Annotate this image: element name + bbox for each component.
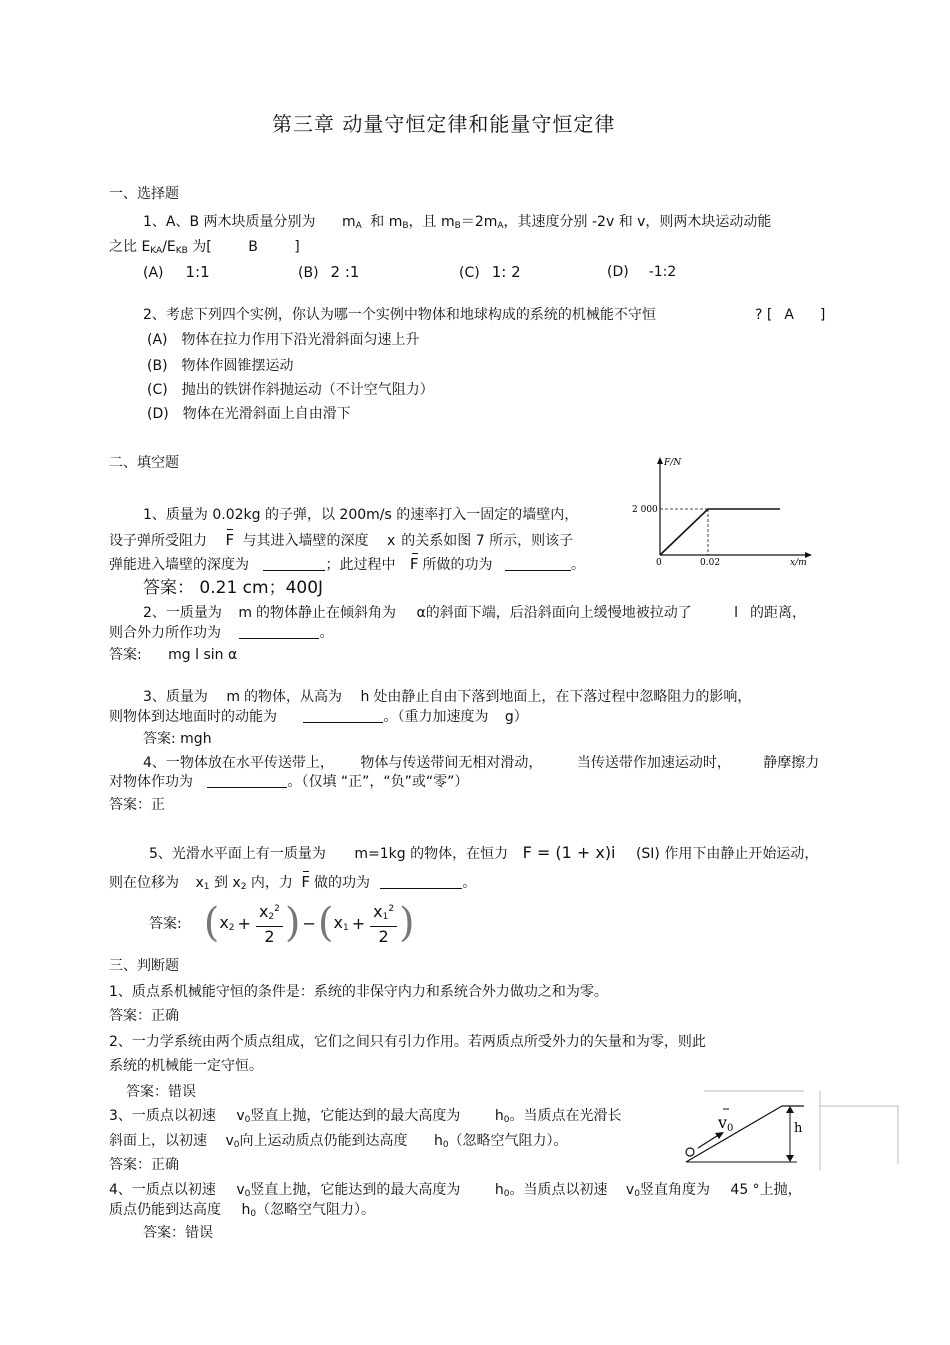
text: 3、质量为 bbox=[143, 689, 208, 705]
judge-q3-answer: 答案：正确 bbox=[109, 1157, 179, 1173]
text: l bbox=[734, 605, 739, 621]
choice-q2-answer: A bbox=[784, 307, 794, 323]
v: v bbox=[718, 1113, 728, 1132]
v0-label bbox=[717, 1113, 733, 1134]
text: 竖直上抛，它能达到的最大高度为 bbox=[250, 1108, 461, 1124]
sub: B bbox=[402, 221, 409, 231]
text: x bbox=[373, 901, 383, 921]
label: 答案: bbox=[109, 647, 142, 663]
judge-q2-line2: 系统的机械能一定守恒。 bbox=[109, 1058, 263, 1074]
force-symbol: F bbox=[301, 873, 310, 891]
text: 。（仅填 “正”，“负”或“零”） bbox=[287, 774, 469, 790]
text: h bbox=[433, 1133, 443, 1149]
choice-q2-stem: 2、考虑下列四个实例，你认为哪一个实例中物体和地球构成的系统的机械能不守恒 bbox=[143, 307, 656, 323]
value: 物体在光滑斜面上自由滑下 bbox=[182, 406, 351, 422]
text: ；此过程中 bbox=[325, 557, 396, 573]
text: m bbox=[388, 214, 403, 230]
text: 4、一质点以初速 bbox=[109, 1182, 216, 1198]
text: ，且 m bbox=[408, 214, 455, 230]
text: α bbox=[416, 605, 426, 621]
text: x bbox=[195, 875, 204, 891]
text: 竖直角度为 bbox=[639, 1182, 710, 1198]
choice-q1-opt-c bbox=[459, 263, 521, 282]
numerator bbox=[256, 900, 283, 927]
particle bbox=[686, 1148, 694, 1156]
text: ＝2m bbox=[460, 214, 498, 230]
value: 抛出的铁饼作斜抛运动（不计空气阻力） bbox=[181, 382, 434, 398]
sub: 1 bbox=[342, 923, 349, 933]
choice-q1-line2 bbox=[109, 238, 300, 260]
sup: 2 bbox=[274, 903, 280, 914]
text: x bbox=[387, 533, 396, 549]
sub: 0 bbox=[233, 1140, 240, 1150]
denominator: 2 bbox=[264, 926, 275, 946]
text: h bbox=[241, 1202, 251, 1218]
text: 静摩擦力 bbox=[763, 755, 820, 771]
fill-q3-answer: 答案: mgh bbox=[143, 731, 212, 747]
text: 2、一质量为 bbox=[143, 605, 222, 621]
height-arrow-down bbox=[786, 1155, 794, 1162]
choice-q2-opt-c bbox=[147, 381, 434, 399]
y-axis-arrow bbox=[657, 457, 663, 464]
force-curve bbox=[660, 509, 780, 555]
blank bbox=[207, 787, 287, 788]
sub: 1 bbox=[203, 882, 210, 892]
fill-q2-line2 bbox=[109, 624, 333, 642]
choice-q1-opt-b bbox=[298, 263, 359, 282]
text: v bbox=[625, 1182, 635, 1198]
label: (C) bbox=[459, 265, 480, 281]
judge-q1: 1、质点系机械能守恒的条件是：系统的非保守内力和系统合外力做功之和为零。 bbox=[109, 984, 608, 1000]
sub: 0 bbox=[250, 1209, 257, 1219]
text: v bbox=[225, 1133, 234, 1149]
value: 1:1 bbox=[185, 263, 210, 281]
sub: 2 bbox=[228, 923, 235, 933]
sup: 2 bbox=[388, 903, 395, 914]
section-heading-fill: 二、填空题 bbox=[109, 455, 179, 471]
force-symbol: F bbox=[225, 531, 235, 549]
sub: 2 bbox=[240, 882, 247, 892]
text: 为[ bbox=[192, 239, 212, 255]
paren: ( bbox=[317, 900, 334, 946]
text: 处由静止自由下落到地面上，在下落过程中忽略阻力的影响， bbox=[373, 689, 752, 705]
blank bbox=[239, 638, 319, 639]
op: + bbox=[351, 913, 366, 933]
text: 。 bbox=[571, 557, 585, 573]
text: v bbox=[236, 1108, 245, 1124]
judge-q1-answer: 答案：正确 bbox=[109, 1008, 179, 1024]
fill-q4-line1 bbox=[143, 754, 819, 772]
text: 。 bbox=[462, 875, 477, 891]
choice-q2-opt-a bbox=[147, 331, 420, 349]
denominator: 2 bbox=[378, 926, 389, 946]
sub: A bbox=[355, 221, 362, 231]
force-formula: F = (1 + x)i bbox=[522, 843, 616, 862]
velocity-arrow bbox=[698, 1134, 720, 1148]
choice-q2-opt-b bbox=[147, 357, 294, 375]
fill-q5-line1 bbox=[149, 844, 818, 863]
judge-q4-answer: 答案：错误 bbox=[143, 1225, 213, 1241]
sub: 0 bbox=[244, 1189, 251, 1199]
value: mg l sin α bbox=[168, 647, 238, 663]
text: 。（重力加速度为 bbox=[383, 709, 489, 725]
text: h bbox=[494, 1108, 504, 1124]
text: x bbox=[219, 913, 229, 932]
fill-q1-line1: 1、质量为 0.02kg 的子弹，以 200m/s 的速率打入一固定的墙壁内， bbox=[143, 507, 579, 523]
judge-q3-line1 bbox=[109, 1107, 621, 1129]
blank bbox=[380, 888, 462, 889]
fill-q4-answer: 答案：正 bbox=[109, 797, 165, 813]
section-heading-choice: 一、选择题 bbox=[109, 186, 179, 202]
force-symbol: F bbox=[409, 555, 419, 573]
text: 4、一物体放在水平传送带上， bbox=[143, 755, 334, 771]
label: (C) bbox=[147, 382, 168, 398]
sub: 0 bbox=[442, 1140, 449, 1150]
text: x bbox=[333, 913, 343, 932]
text: 向上运动质点仍能到达高度 bbox=[239, 1133, 408, 1149]
label: (D) bbox=[147, 406, 169, 422]
choice-q1-line1 bbox=[143, 213, 771, 235]
text: 内，力 bbox=[250, 875, 293, 891]
text: 的斜面下端，后沿斜面向上缓慢地被拉动了 bbox=[425, 605, 692, 621]
v-sub: 0 bbox=[727, 1123, 734, 1134]
page-title: 第三章 动量守恒定律和能量守恒定律 bbox=[272, 112, 616, 136]
text: 当传送带作加速运动时， bbox=[576, 755, 731, 771]
blank bbox=[303, 722, 383, 723]
text: x bbox=[258, 901, 269, 921]
value: 2 :1 bbox=[330, 263, 360, 281]
text: 3、一质点以初速 bbox=[109, 1108, 216, 1124]
sub: 0 bbox=[503, 1115, 510, 1125]
y-tick-label: 2 000 bbox=[632, 505, 658, 515]
op: + bbox=[237, 913, 251, 933]
text: 的物体，从高为 bbox=[244, 689, 343, 705]
text: h bbox=[360, 689, 370, 705]
value: 物体作圆锥摆运动 bbox=[181, 358, 294, 374]
judge-q2-answer: 答案：错误 bbox=[126, 1084, 196, 1100]
fill-q5-answer bbox=[149, 897, 415, 949]
choice-q2-opt-d bbox=[147, 405, 351, 423]
height-arrow-up bbox=[786, 1106, 794, 1113]
text: 的物体静止在倾斜角为 bbox=[256, 605, 397, 621]
text: h bbox=[494, 1182, 504, 1198]
sub: KA bbox=[150, 246, 163, 256]
text: /E bbox=[162, 239, 176, 255]
section-heading-judge: 三、判断题 bbox=[109, 958, 179, 974]
sub: B bbox=[454, 221, 461, 231]
fill-q4-line2 bbox=[109, 773, 468, 791]
text: 对物体作功为 bbox=[109, 774, 193, 790]
label: (B) bbox=[147, 358, 168, 374]
text: ，其速度分别 -2v 和 v，则两木块运动动能 bbox=[503, 214, 772, 230]
text: m bbox=[238, 605, 253, 621]
label: 答案: bbox=[149, 916, 182, 932]
text: ] bbox=[294, 239, 300, 255]
text: 所做的功为 bbox=[422, 557, 493, 573]
text: 的关系如图 7 所示，则该子 bbox=[401, 533, 574, 549]
sub: 2 bbox=[268, 911, 275, 922]
text: （忽略空气阻力）。 bbox=[256, 1202, 376, 1218]
text: 5、光滑水平面上有一质量为 bbox=[149, 846, 326, 862]
text: 1、A、B 两木块质量分别为 bbox=[143, 214, 316, 230]
fraction bbox=[256, 900, 283, 947]
text: ] bbox=[819, 307, 826, 323]
value: 1: 2 bbox=[491, 263, 521, 281]
x-tick-label: 0.02 bbox=[700, 558, 721, 568]
judge-q4-line2 bbox=[109, 1201, 375, 1223]
judge-q2-line1: 2、一力学系统由两个质点组成，它们之间只有引力作用。若两质点所受外力的矢量和为零，则此 bbox=[109, 1034, 706, 1050]
text: (SI) 作用下由静止开始运动， bbox=[635, 846, 819, 862]
text: 质点仍能到达高度 bbox=[109, 1202, 221, 1218]
text: 。当质点在光滑长 bbox=[509, 1108, 622, 1124]
incline-figure bbox=[682, 1090, 900, 1172]
fill-q5-line2 bbox=[109, 873, 476, 896]
fill-q1-answer: 答案： 0.21 cm；400J bbox=[143, 578, 324, 598]
choice-q1-answer: B bbox=[248, 239, 258, 255]
fill-q1-line3 bbox=[109, 555, 585, 574]
x-axis-label: x/m bbox=[790, 558, 807, 568]
text: ? [ bbox=[755, 307, 773, 323]
sub: 0 bbox=[244, 1115, 251, 1125]
text: 设子弹所受阻力 bbox=[109, 533, 207, 549]
text: 45 °上抛， bbox=[730, 1182, 802, 1198]
text: 斜面上，以初速 bbox=[109, 1133, 207, 1149]
blank-work bbox=[505, 570, 571, 571]
text: 。当质点以初速 bbox=[509, 1182, 608, 1198]
value: 物体在拉力作用下沿光滑斜面匀速上升 bbox=[181, 332, 420, 348]
force-depth-graph bbox=[630, 455, 815, 570]
text: 物体与传送带间无相对滑动， bbox=[360, 755, 543, 771]
fraction bbox=[370, 900, 397, 947]
fill-q2-answer bbox=[109, 646, 237, 664]
fill-q1-line2 bbox=[109, 531, 573, 550]
text: 和 bbox=[370, 214, 385, 230]
op: − bbox=[302, 913, 316, 933]
text: 竖直上抛，它能达到的最大高度为 bbox=[250, 1182, 461, 1198]
fill-q2-line1 bbox=[143, 604, 806, 622]
paren: ) bbox=[284, 900, 301, 946]
h-label: h bbox=[794, 1121, 803, 1136]
judge-q3-line2 bbox=[109, 1132, 568, 1154]
sub: 1 bbox=[382, 911, 389, 922]
label: (B) bbox=[298, 265, 319, 281]
velocity-arrowhead bbox=[715, 1132, 724, 1139]
label: (A) bbox=[143, 265, 164, 281]
term bbox=[219, 913, 234, 933]
sub: 0 bbox=[634, 1189, 640, 1199]
text: x bbox=[232, 875, 241, 891]
label: (D) bbox=[607, 264, 629, 280]
blank-depth bbox=[263, 570, 325, 571]
text: 则物体到达地面时的动能为 bbox=[109, 709, 277, 725]
sub: A bbox=[497, 221, 504, 231]
text: 的距离， bbox=[750, 605, 807, 621]
text: 则在位移为 bbox=[109, 875, 179, 891]
text: g） bbox=[504, 709, 528, 725]
text: （忽略空气阻力）。 bbox=[448, 1133, 568, 1149]
text: 。 bbox=[319, 625, 334, 641]
slope bbox=[686, 1106, 782, 1162]
paren: ( bbox=[203, 900, 220, 946]
y-axis-label: F/N bbox=[664, 458, 682, 468]
sub: 0 bbox=[503, 1189, 510, 1199]
choice-q1-opt-d bbox=[607, 263, 676, 281]
fill-q3-line1 bbox=[143, 688, 751, 706]
fill-q3-line2 bbox=[109, 708, 528, 726]
term bbox=[334, 913, 349, 933]
text: v bbox=[236, 1182, 245, 1198]
text: 与其进入墙壁的深度 bbox=[242, 533, 369, 549]
origin-label: 0 bbox=[656, 558, 662, 568]
text: m bbox=[342, 214, 356, 230]
text: m=1kg 的物体，在恒力 bbox=[354, 846, 509, 862]
text: 弹能进入墙壁的深度为 bbox=[109, 557, 249, 573]
paren: ) bbox=[399, 900, 415, 946]
value: -1:2 bbox=[648, 264, 677, 280]
numerator bbox=[370, 900, 397, 927]
text: 做的功为 bbox=[313, 875, 370, 891]
text: 则合外力所作功为 bbox=[109, 625, 221, 641]
text: 之比 E bbox=[109, 239, 151, 255]
sub: KB bbox=[175, 246, 188, 256]
text: m bbox=[226, 689, 241, 705]
label: (A) bbox=[147, 332, 168, 348]
choice-q2-bracket bbox=[755, 306, 825, 324]
text: 到 bbox=[213, 875, 228, 891]
judge-q4-line1 bbox=[109, 1181, 802, 1203]
choice-q1-opt-a bbox=[143, 263, 210, 282]
